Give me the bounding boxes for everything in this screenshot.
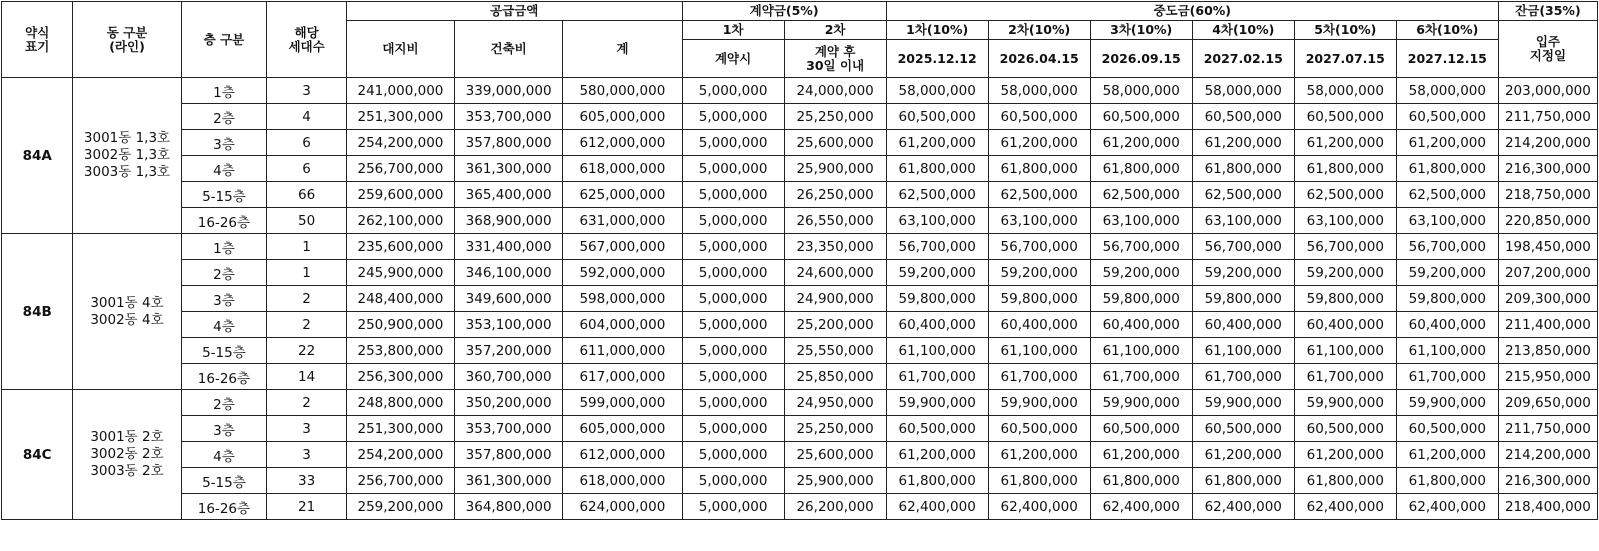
table-row [2, 416, 1598, 442]
interim-5-cell: 63,100,000 [1294, 208, 1396, 234]
deposit-1-cell: 5,000,000 [682, 182, 784, 208]
floor-cell: 5-15층 [181, 338, 267, 364]
interim-2-cell: 62,500,000 [988, 182, 1090, 208]
deposit-2-cell: 24,950,000 [784, 390, 886, 416]
table-row [2, 234, 1598, 260]
interim-4-cell: 59,200,000 [1192, 260, 1294, 286]
header-interim-1-date: 2025.12.12 [886, 40, 988, 78]
total-cell: 617,000,000 [563, 364, 682, 390]
deposit-2-cell: 25,550,000 [784, 338, 886, 364]
header-interim-2: 2차(10%) [988, 21, 1090, 40]
total-cell: 592,000,000 [563, 260, 682, 286]
units-cell: 2 [267, 312, 347, 338]
units-cell: 66 [267, 182, 347, 208]
interim-6-cell: 60,400,000 [1396, 312, 1498, 338]
floor-cell: 1층 [181, 78, 267, 104]
land-cell: 254,200,000 [346, 442, 454, 468]
header-interim-4-date: 2027.02.15 [1192, 40, 1294, 78]
balance-cell: 211,750,000 [1498, 104, 1597, 130]
type-cell: 84C [2, 390, 73, 520]
header-units: 해당 세대수 [267, 2, 347, 78]
interim-2-cell: 61,700,000 [988, 364, 1090, 390]
interim-3-cell: 62,400,000 [1090, 494, 1192, 520]
land-cell: 254,200,000 [346, 130, 454, 156]
table-row [2, 494, 1598, 520]
interim-5-cell: 61,800,000 [1294, 156, 1396, 182]
interim-3-cell: 61,800,000 [1090, 156, 1192, 182]
interim-1-cell: 56,700,000 [886, 234, 988, 260]
interim-4-cell: 62,400,000 [1192, 494, 1294, 520]
total-cell: 605,000,000 [563, 104, 682, 130]
total-cell: 612,000,000 [563, 442, 682, 468]
table-row [2, 364, 1598, 390]
header-interim-3: 3차(10%) [1090, 21, 1192, 40]
balance-cell: 218,750,000 [1498, 182, 1597, 208]
interim-3-cell: 61,700,000 [1090, 364, 1192, 390]
total-cell: 605,000,000 [563, 416, 682, 442]
header-total: 계 [563, 21, 682, 78]
deposit-2-cell: 25,850,000 [784, 364, 886, 390]
deposit-1-cell: 5,000,000 [682, 260, 784, 286]
deposit-1-cell: 5,000,000 [682, 208, 784, 234]
interim-6-cell: 59,800,000 [1396, 286, 1498, 312]
units-cell: 14 [267, 364, 347, 390]
interim-1-cell: 59,800,000 [886, 286, 988, 312]
total-cell: 598,000,000 [563, 286, 682, 312]
interim-4-cell: 59,800,000 [1192, 286, 1294, 312]
interim-6-cell: 59,200,000 [1396, 260, 1498, 286]
units-cell: 22 [267, 338, 347, 364]
building-cost-cell: 357,200,000 [455, 338, 563, 364]
deposit-2-cell: 23,350,000 [784, 234, 886, 260]
building-cost-cell: 349,600,000 [455, 286, 563, 312]
balance-cell: 203,000,000 [1498, 78, 1597, 104]
deposit-1-cell: 5,000,000 [682, 104, 784, 130]
building-cell [73, 390, 181, 520]
deposit-2-cell: 24,900,000 [784, 286, 886, 312]
header-deposit-1-sub: 계약시 [682, 40, 784, 78]
interim-2-cell: 58,000,000 [988, 78, 1090, 104]
units-cell: 3 [267, 416, 347, 442]
land-cell: 251,300,000 [346, 104, 454, 130]
land-cell: 245,900,000 [346, 260, 454, 286]
units-cell: 1 [267, 260, 347, 286]
total-cell: 567,000,000 [563, 234, 682, 260]
balance-cell: 216,300,000 [1498, 468, 1597, 494]
table-row [2, 130, 1598, 156]
interim-1-cell: 61,800,000 [886, 156, 988, 182]
floor-cell: 5-15층 [181, 468, 267, 494]
balance-cell: 218,400,000 [1498, 494, 1597, 520]
land-cell: 250,900,000 [346, 312, 454, 338]
units-cell: 50 [267, 208, 347, 234]
header-interim-3-date: 2026.09.15 [1090, 40, 1192, 78]
deposit-2-cell: 26,250,000 [784, 182, 886, 208]
interim-5-cell: 61,100,000 [1294, 338, 1396, 364]
floor-cell: 16-26층 [181, 364, 267, 390]
header-building: 동 구분 (라인) [73, 2, 181, 78]
building-line: 3002동 4호 [90, 311, 164, 328]
building-line: 3002동 2호 [90, 446, 164, 462]
balance-cell: 211,400,000 [1498, 312, 1597, 338]
building-cost-cell: 350,200,000 [455, 390, 563, 416]
interim-1-cell: 61,800,000 [886, 468, 988, 494]
interim-1-cell: 61,100,000 [886, 338, 988, 364]
header-supply-group: 공급금액 [346, 2, 682, 21]
land-cell: 235,600,000 [346, 234, 454, 260]
deposit-2-cell: 25,250,000 [784, 416, 886, 442]
table-row [2, 208, 1598, 234]
deposit-1-cell: 5,000,000 [682, 338, 784, 364]
interim-6-cell: 60,500,000 [1396, 416, 1498, 442]
interim-6-cell: 62,500,000 [1396, 182, 1498, 208]
table-row [2, 182, 1598, 208]
table-body [2, 78, 1598, 520]
land-cell: 248,400,000 [346, 286, 454, 312]
interim-5-cell: 60,500,000 [1294, 104, 1396, 130]
building-line: 3001동 1,3호 [83, 130, 171, 146]
balance-cell: 216,300,000 [1498, 156, 1597, 182]
interim-4-cell: 60,400,000 [1192, 312, 1294, 338]
units-cell: 6 [267, 130, 347, 156]
table-row [2, 468, 1598, 494]
interim-1-cell: 60,500,000 [886, 416, 988, 442]
total-cell: 618,000,000 [563, 156, 682, 182]
header-interim-1: 1차(10%) [886, 21, 988, 40]
building-cell [73, 234, 181, 390]
floor-cell: 2층 [181, 390, 267, 416]
deposit-1-cell: 5,000,000 [682, 416, 784, 442]
interim-3-cell: 58,000,000 [1090, 78, 1192, 104]
interim-1-cell: 63,100,000 [886, 208, 988, 234]
balance-cell: 207,200,000 [1498, 260, 1597, 286]
deposit-2-cell: 26,200,000 [784, 494, 886, 520]
type-cell: 84B [2, 234, 73, 390]
interim-1-cell: 62,500,000 [886, 182, 988, 208]
land-cell: 256,700,000 [346, 468, 454, 494]
interim-2-cell: 59,900,000 [988, 390, 1090, 416]
header-interim-5: 5차(10%) [1294, 21, 1396, 40]
floor-cell: 5-15층 [181, 182, 267, 208]
deposit-2-cell: 26,550,000 [784, 208, 886, 234]
units-cell: 33 [267, 468, 347, 494]
units-cell: 1 [267, 234, 347, 260]
table-row [2, 312, 1598, 338]
interim-2-cell: 63,100,000 [988, 208, 1090, 234]
building-cost-cell: 361,300,000 [455, 468, 563, 494]
interim-1-cell: 61,700,000 [886, 364, 988, 390]
interim-4-cell: 62,500,000 [1192, 182, 1294, 208]
land-cell: 241,000,000 [346, 78, 454, 104]
floor-cell: 4층 [181, 312, 267, 338]
header-deposit-1: 1차 [682, 21, 784, 40]
interim-5-cell: 62,500,000 [1294, 182, 1396, 208]
table-row [2, 442, 1598, 468]
building-cost-cell: 353,700,000 [455, 104, 563, 130]
header-deposit-2: 2차 [784, 21, 886, 40]
balance-cell: 220,850,000 [1498, 208, 1597, 234]
deposit-1-cell: 5,000,000 [682, 468, 784, 494]
building-cell [73, 78, 181, 234]
interim-5-cell: 61,800,000 [1294, 468, 1396, 494]
table-row [2, 260, 1598, 286]
floor-cell: 1층 [181, 234, 267, 260]
header-building-cost: 건축비 [455, 21, 563, 78]
interim-3-cell: 61,100,000 [1090, 338, 1192, 364]
deposit-1-cell: 5,000,000 [682, 78, 784, 104]
interim-2-cell: 60,500,000 [988, 416, 1090, 442]
units-cell: 2 [267, 390, 347, 416]
floor-cell: 4층 [181, 156, 267, 182]
balance-cell: 209,300,000 [1498, 286, 1597, 312]
interim-6-cell: 61,200,000 [1396, 130, 1498, 156]
interim-3-cell: 63,100,000 [1090, 208, 1192, 234]
units-cell: 21 [267, 494, 347, 520]
interim-3-cell: 59,900,000 [1090, 390, 1192, 416]
building-cost-cell: 331,400,000 [455, 234, 563, 260]
deposit-1-cell: 5,000,000 [682, 234, 784, 260]
total-cell: 611,000,000 [563, 338, 682, 364]
building-line: 3001동 4호 [90, 294, 164, 311]
deposit-1-cell: 5,000,000 [682, 494, 784, 520]
interim-1-cell: 59,200,000 [886, 260, 988, 286]
land-cell: 259,600,000 [346, 182, 454, 208]
interim-3-cell: 61,200,000 [1090, 130, 1192, 156]
building-line: 3001동 2호 [90, 429, 164, 445]
header-balance-group: 잔금(35%) [1498, 2, 1597, 21]
interim-4-cell: 61,800,000 [1192, 156, 1294, 182]
deposit-2-cell: 24,000,000 [784, 78, 886, 104]
interim-4-cell: 60,500,000 [1192, 104, 1294, 130]
total-cell: 631,000,000 [563, 208, 682, 234]
units-cell: 3 [267, 78, 347, 104]
deposit-1-cell: 5,000,000 [682, 156, 784, 182]
interim-2-cell: 56,700,000 [988, 234, 1090, 260]
balance-cell: 213,850,000 [1498, 338, 1597, 364]
units-cell: 3 [267, 442, 347, 468]
interim-6-cell: 61,800,000 [1396, 156, 1498, 182]
table-row [2, 78, 1598, 104]
price-table [1, 1, 1598, 520]
table-row [2, 390, 1598, 416]
land-cell: 259,200,000 [346, 494, 454, 520]
building-cost-cell: 361,300,000 [455, 156, 563, 182]
floor-cell: 3층 [181, 286, 267, 312]
interim-5-cell: 62,400,000 [1294, 494, 1396, 520]
header-land: 대지비 [346, 21, 454, 78]
header-deposit-group: 계약금(5%) [682, 2, 886, 21]
floor-cell: 3층 [181, 130, 267, 156]
land-cell: 262,100,000 [346, 208, 454, 234]
table-row [2, 338, 1598, 364]
interim-5-cell: 61,200,000 [1294, 442, 1396, 468]
header-type: 약식 표기 [2, 2, 73, 78]
header-interim-2-date: 2026.04.15 [988, 40, 1090, 78]
building-cost-cell: 364,800,000 [455, 494, 563, 520]
interim-5-cell: 59,200,000 [1294, 260, 1396, 286]
interim-5-cell: 58,000,000 [1294, 78, 1396, 104]
table-row [2, 286, 1598, 312]
interim-6-cell: 60,500,000 [1396, 104, 1498, 130]
floor-cell: 3층 [181, 416, 267, 442]
interim-6-cell: 59,900,000 [1396, 390, 1498, 416]
deposit-1-cell: 5,000,000 [682, 364, 784, 390]
interim-6-cell: 61,800,000 [1396, 468, 1498, 494]
deposit-1-cell: 5,000,000 [682, 312, 784, 338]
interim-5-cell: 60,400,000 [1294, 312, 1396, 338]
deposit-2-cell: 25,900,000 [784, 468, 886, 494]
land-cell: 251,300,000 [346, 416, 454, 442]
interim-2-cell: 61,200,000 [988, 130, 1090, 156]
interim-4-cell: 61,200,000 [1192, 130, 1294, 156]
interim-4-cell: 63,100,000 [1192, 208, 1294, 234]
deposit-1-cell: 5,000,000 [682, 442, 784, 468]
interim-2-cell: 59,800,000 [988, 286, 1090, 312]
interim-1-cell: 61,200,000 [886, 442, 988, 468]
building-line: 3002동 1,3호 [83, 147, 171, 163]
interim-2-cell: 61,200,000 [988, 442, 1090, 468]
interim-3-cell: 62,500,000 [1090, 182, 1192, 208]
floor-cell: 16-26층 [181, 208, 267, 234]
interim-5-cell: 59,800,000 [1294, 286, 1396, 312]
building-cost-cell: 360,700,000 [455, 364, 563, 390]
interim-1-cell: 60,500,000 [886, 104, 988, 130]
building-cost-cell: 353,700,000 [455, 416, 563, 442]
building-cost-cell: 339,000,000 [455, 78, 563, 104]
land-cell: 253,800,000 [346, 338, 454, 364]
deposit-2-cell: 25,250,000 [784, 104, 886, 130]
interim-2-cell: 61,800,000 [988, 156, 1090, 182]
interim-4-cell: 56,700,000 [1192, 234, 1294, 260]
interim-6-cell: 61,700,000 [1396, 364, 1498, 390]
building-cost-cell: 353,100,000 [455, 312, 563, 338]
building-cost-cell: 346,100,000 [455, 260, 563, 286]
deposit-1-cell: 5,000,000 [682, 130, 784, 156]
units-cell: 6 [267, 156, 347, 182]
interim-4-cell: 60,500,000 [1192, 416, 1294, 442]
header-interim-group: 중도금(60%) [886, 2, 1498, 21]
interim-4-cell: 59,900,000 [1192, 390, 1294, 416]
interim-3-cell: 56,700,000 [1090, 234, 1192, 260]
total-cell: 612,000,000 [563, 130, 682, 156]
balance-cell: 214,200,000 [1498, 130, 1597, 156]
interim-2-cell: 60,400,000 [988, 312, 1090, 338]
interim-3-cell: 61,200,000 [1090, 442, 1192, 468]
interim-6-cell: 56,700,000 [1396, 234, 1498, 260]
deposit-2-cell: 25,200,000 [784, 312, 886, 338]
interim-3-cell: 60,500,000 [1090, 104, 1192, 130]
interim-5-cell: 56,700,000 [1294, 234, 1396, 260]
interim-6-cell: 61,100,000 [1396, 338, 1498, 364]
header-floor: 층 구분 [181, 2, 267, 78]
deposit-2-cell: 25,600,000 [784, 130, 886, 156]
total-cell: 604,000,000 [563, 312, 682, 338]
land-cell: 256,300,000 [346, 364, 454, 390]
interim-3-cell: 59,800,000 [1090, 286, 1192, 312]
interim-4-cell: 61,100,000 [1192, 338, 1294, 364]
floor-cell: 4층 [181, 442, 267, 468]
table-row [2, 104, 1598, 130]
balance-cell: 215,950,000 [1498, 364, 1597, 390]
interim-4-cell: 61,800,000 [1192, 468, 1294, 494]
building-line: 3003동 2호 [90, 463, 164, 479]
header-interim-6-date: 2027.12.15 [1396, 40, 1498, 78]
deposit-2-cell: 25,600,000 [784, 442, 886, 468]
deposit-2-cell: 24,600,000 [784, 260, 886, 286]
header-interim-4: 4차(10%) [1192, 21, 1294, 40]
interim-3-cell: 60,400,000 [1090, 312, 1192, 338]
interim-6-cell: 62,400,000 [1396, 494, 1498, 520]
units-cell: 4 [267, 104, 347, 130]
interim-3-cell: 61,800,000 [1090, 468, 1192, 494]
building-cost-cell: 357,800,000 [455, 442, 563, 468]
interim-1-cell: 59,900,000 [886, 390, 988, 416]
total-cell: 625,000,000 [563, 182, 682, 208]
interim-4-cell: 61,200,000 [1192, 442, 1294, 468]
deposit-2-cell: 25,900,000 [784, 156, 886, 182]
units-cell: 2 [267, 286, 347, 312]
balance-cell: 198,450,000 [1498, 234, 1597, 260]
interim-1-cell: 60,400,000 [886, 312, 988, 338]
interim-6-cell: 61,200,000 [1396, 442, 1498, 468]
interim-2-cell: 61,800,000 [988, 468, 1090, 494]
interim-2-cell: 60,500,000 [988, 104, 1090, 130]
floor-cell: 16-26층 [181, 494, 267, 520]
interim-1-cell: 61,200,000 [886, 130, 988, 156]
interim-3-cell: 60,500,000 [1090, 416, 1192, 442]
balance-cell: 209,650,000 [1498, 390, 1597, 416]
interim-2-cell: 59,200,000 [988, 260, 1090, 286]
header-interim-5-date: 2027.07.15 [1294, 40, 1396, 78]
land-cell: 256,700,000 [346, 156, 454, 182]
interim-4-cell: 61,700,000 [1192, 364, 1294, 390]
floor-cell: 2층 [181, 260, 267, 286]
floor-cell: 2층 [181, 104, 267, 130]
total-cell: 599,000,000 [563, 390, 682, 416]
interim-5-cell: 61,200,000 [1294, 130, 1396, 156]
building-cost-cell: 365,400,000 [455, 182, 563, 208]
deposit-1-cell: 5,000,000 [682, 390, 784, 416]
building-cost-cell: 357,800,000 [455, 130, 563, 156]
interim-1-cell: 62,400,000 [886, 494, 988, 520]
total-cell: 618,000,000 [563, 468, 682, 494]
interim-5-cell: 60,500,000 [1294, 416, 1396, 442]
interim-6-cell: 63,100,000 [1396, 208, 1498, 234]
header-deposit-2-sub: 계약 후 30일 이내 [784, 40, 886, 78]
building-line: 3003동 1,3호 [83, 164, 171, 180]
interim-2-cell: 61,100,000 [988, 338, 1090, 364]
balance-cell: 214,200,000 [1498, 442, 1597, 468]
interim-3-cell: 59,200,000 [1090, 260, 1192, 286]
type-cell: 84A [2, 78, 73, 234]
building-cost-cell: 368,900,000 [455, 208, 563, 234]
deposit-1-cell: 5,000,000 [682, 286, 784, 312]
total-cell: 580,000,000 [563, 78, 682, 104]
land-cell: 248,800,000 [346, 390, 454, 416]
interim-1-cell: 58,000,000 [886, 78, 988, 104]
interim-6-cell: 58,000,000 [1396, 78, 1498, 104]
table-row [2, 156, 1598, 182]
interim-2-cell: 62,400,000 [988, 494, 1090, 520]
interim-5-cell: 61,700,000 [1294, 364, 1396, 390]
header-interim-6: 6차(10%) [1396, 21, 1498, 40]
balance-cell: 211,750,000 [1498, 416, 1597, 442]
header-balance-sub: 입주 지정일 [1498, 21, 1597, 78]
total-cell: 624,000,000 [563, 494, 682, 520]
interim-4-cell: 58,000,000 [1192, 78, 1294, 104]
interim-5-cell: 59,900,000 [1294, 390, 1396, 416]
